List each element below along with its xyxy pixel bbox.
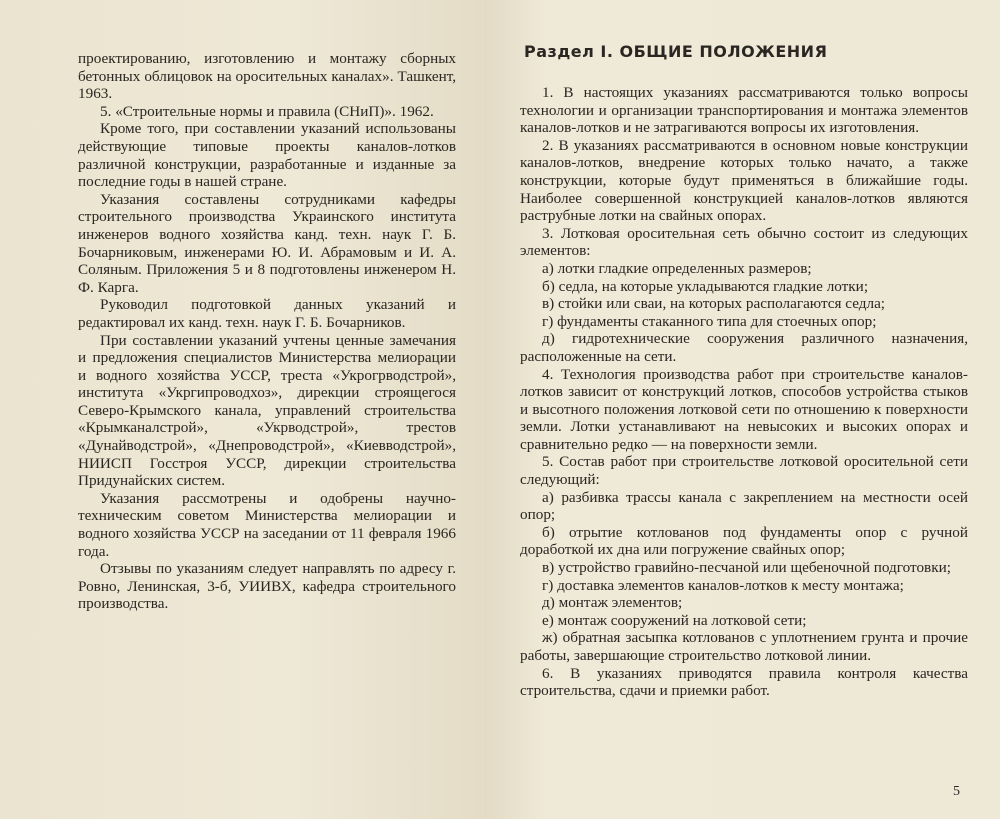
left-paragraph-4: Указания составлены сотрудниками кафедры строительного производства Украинского института инженеров водного хозяйства канд. техн. наук Г. Б. Бочарниковым, инженерами Ю. И. Абрамовым и И. А. Соляным. Приложения 5 и 8 подготовлены инженером Н. Ф. Карга. [78, 190, 456, 296]
right-paragraph-6: 6. В указаниях приводятся правила контроля качества строительства, сдачи и приемки работ. [520, 664, 968, 700]
list-item-3d: г) фундаменты стаканного типа для стоечных опор; [542, 312, 877, 330]
list-item-3a: а) лотки гладкие определенных размеров; [542, 259, 812, 277]
left-paragraph-2: 5. «Строительные нормы и правила (СНиП)». 1962. [100, 102, 434, 120]
right-paragraph-3: 3. Лотковая оросительная сеть обычно состоит из следующих элементов: [520, 224, 968, 260]
right-paragraph-1: 1. В настоящих указаниях рассматриваются только вопросы технологии и организации транспортирования и монтажа элементов каналов-лотков и не затрагиваются вопросы их изготовления. [520, 84, 968, 137]
left-paragraph-6: При составлении указаний учтены ценные замечания и предложения специалистов Министерства мелиорации и водного хозяйства УССР, треста «Укрогрводстрой», института «Укргипроводхоз», дирекции строящегося Северо-Крымского канала, управлений строительства «Крымканалстрой», «Укрводстрой», трестов «Дунайводстрой», «Днепроводстрой», «Киевводстрой», НИИСП Госстроя УССР, дирекции строительства Придунайских систем. [78, 331, 456, 490]
list-item-5g: ж) обратная засыпка котлованов с уплотнением грунта и прочие работы, завершающие строительство лотковой линии. [520, 629, 968, 664]
list-item-5f: е) монтаж сооружений на лотковой сети; [542, 611, 807, 629]
list-item-3b: б) седла, на которые укладываются гладкие лотки; [542, 277, 869, 295]
list-item-5b: б) отрытие котлованов под фундаменты опор с ручной доработкой их дна или погружение свайных опор; [520, 523, 968, 559]
left-page [0, 0, 484, 819]
list-item-3e: д) гидротехнические сооружения различного назначения, расположенные на сети. [520, 330, 968, 365]
list-item-5c: в) устройство гравийно-песчаной или щебеночной подготовки; [542, 559, 951, 577]
list-item-5e: д) монтаж элементов; [542, 594, 683, 612]
left-paragraph-3: Кроме того, при составлении указаний использованы действующие типовые проекты каналов-лотков различной конструкции, разработанные и изданные за последние годы в нашей стране. [78, 120, 456, 191]
right-page [484, 0, 1000, 819]
section-body [520, 84, 968, 700]
list-item-5d: г) доставка элементов каналов-лотков к месту монтажа; [542, 576, 904, 594]
page-number: 5 [953, 784, 960, 799]
right-paragraph-5: 5. Состав работ при строительстве лотковой оросительной сети следующий: [520, 453, 968, 489]
right-paragraph-2: 2. В указаниях рассматриваются в основном новые конструкции каналов-лотков, внедрение которых только начато, а также конструкции, которые будут применяться в ближайшие годы. Наиболее совершенной конструкцией каналов-лотков являются раструбные лотки на свайных опорах. [520, 136, 968, 225]
left-paragraph-5: Руководил подготовкой данных указаний и редактировал их канд. техн. наук Г. Б. Бочарников. [78, 296, 456, 331]
list-item-5a: а) разбивка трассы канала с закреплением на местности осей опор; [520, 488, 968, 524]
left-paragraph-1: проектированию, изготовлению и монтажу сборных бетонных облицовок на оросительных каналах». Ташкент, 1963. [78, 50, 456, 103]
right-paragraph-4: 4. Технология производства работ при строительстве каналов-лотков зависит от конструкций лотков, способов устройства стыков и высотного положения лотковой сети по отношению к поверхности земли. Лотки устанавливают на невысоких и высоких опорах и сравнительно редко — на поверхности земли. [520, 365, 968, 453]
left-paragraph-7: Указания рассмотрены и одобрены научно-техническим советом Министерства мелиорации и водного хозяйства УССР на заседании от 11 февраля 1966 года. [78, 489, 456, 560]
list-item-3c: в) стойки или сваи, на которых располагаются седла; [542, 295, 886, 313]
section-title: Раздел I. ОБЩИЕ ПОЛОЖЕНИЯ [524, 42, 828, 61]
left-paragraph-8: Отзывы по указаниям следует направлять по адресу г. Ровно, Ленинская, 3-б, УИИВХ, кафедра строительного производства. [78, 560, 456, 613]
